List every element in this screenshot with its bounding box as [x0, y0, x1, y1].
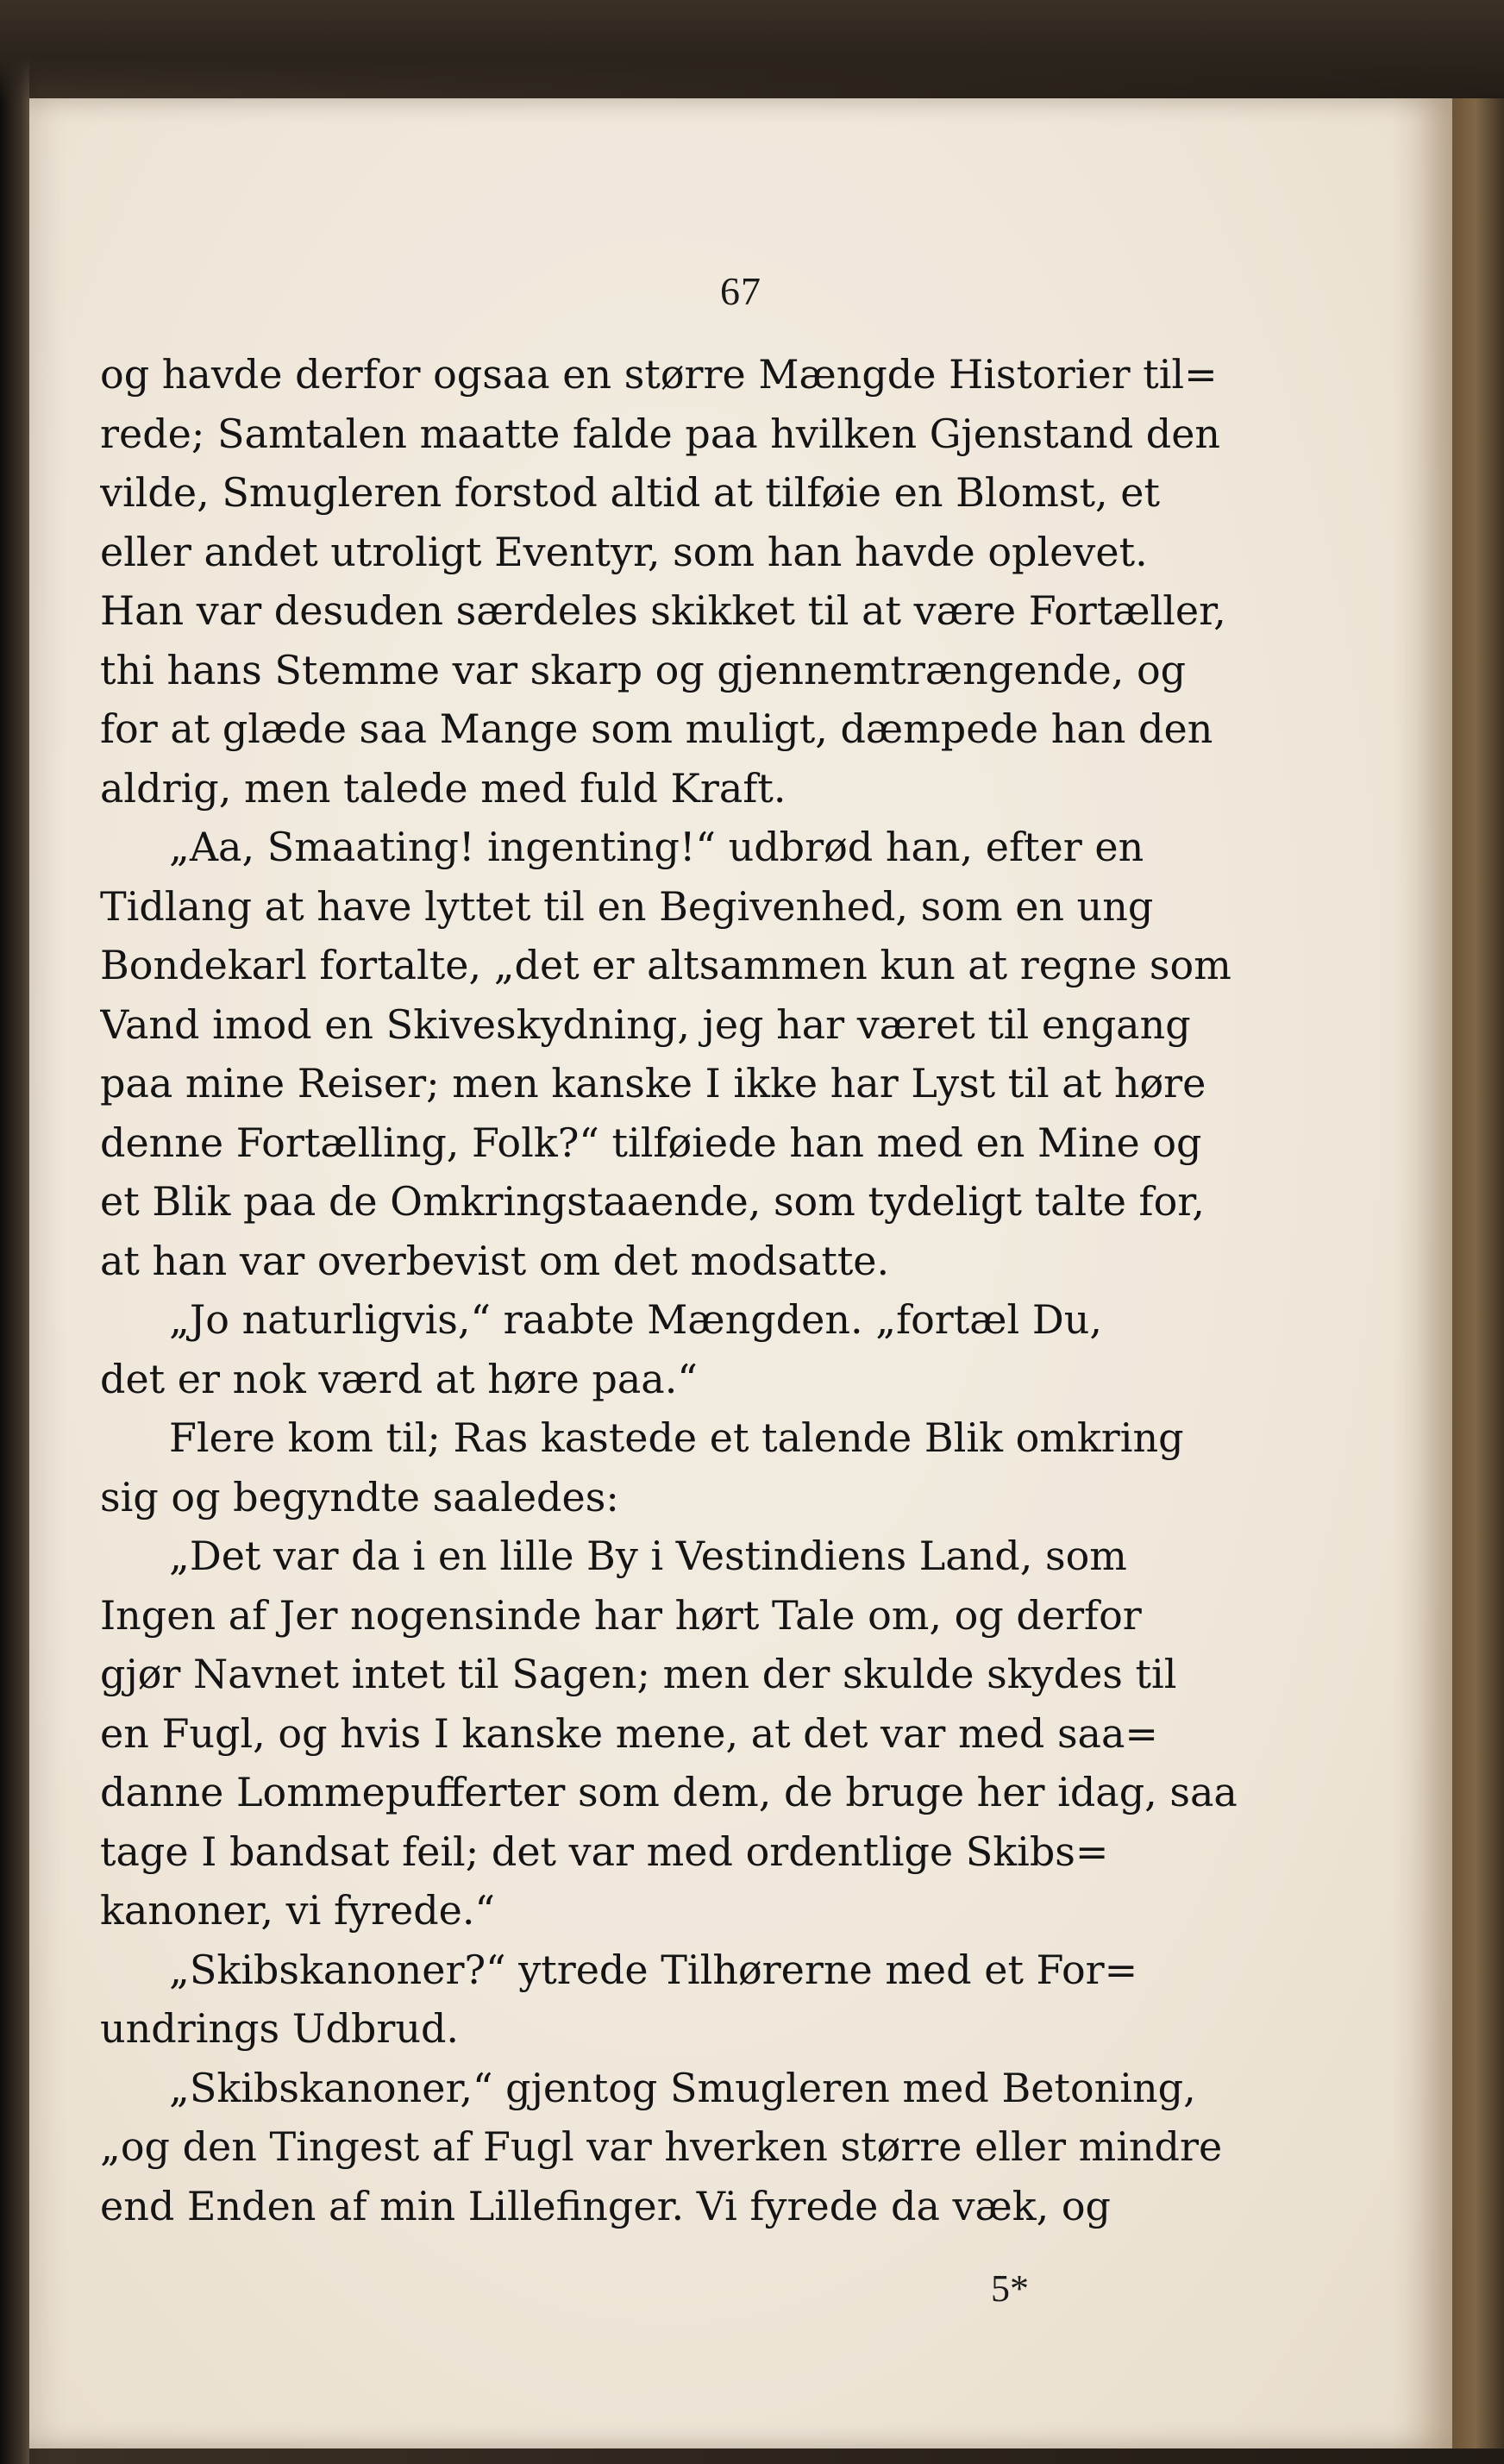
text-line: „Skibskanoner,“ gjentog Smugleren med Betoning,	[169, 2064, 1196, 2111]
text-line: Bondekarl fortalte, „det er altsammen kun at regne som	[100, 942, 1231, 988]
page-fold-shadow	[1392, 98, 1452, 2448]
text-line: en Fugl, og hvis I kanske mene, at det var med saa=	[100, 1709, 1158, 1757]
text-line: kanoner, vi fyrede.“	[100, 1887, 496, 1934]
page-number: 67	[720, 269, 761, 313]
book-top-edge	[0, 0, 1504, 103]
book-right-edge	[1452, 98, 1504, 2448]
book-left-edge	[0, 0, 29, 2464]
text-line: „Jo naturligvis,“ raabte Mængden. „fortæl Du,	[169, 1296, 1102, 1343]
text-line: for at glæde saa Mange som muligt, dæmpede han den	[100, 705, 1213, 752]
text-line: aldrig, men talede med fuld Kraft.	[100, 764, 786, 812]
text-line: vilde, Smugleren forstod altid at tilføie en Blomst, et	[100, 469, 1160, 516]
text-line: Flere kom til; Ras kastede et talende Blik omkring	[169, 1414, 1184, 1461]
text-line: thi hans Stemme var skarp og gjennemtrængende, og	[100, 646, 1187, 693]
body-text	[100, 345, 1247, 2235]
text-line: danne Lommepufferter som dem, de bruge her idag, saa	[100, 1769, 1238, 1815]
text-line: et Blik paa de Omkringstaaende, som tydeligt talte for,	[100, 1178, 1205, 1225]
text-line: Tidlang at have lyttet til en Begivenhed, som en ung	[100, 882, 1154, 930]
text-line: „Aa, Smaating! ingenting!“ udbrød han, efter en	[169, 824, 1144, 870]
text-line: „Det var da i en lille By i Vestindiens Land, som	[169, 1533, 1127, 1579]
book-page	[29, 98, 1452, 2448]
text-line: gjør Navnet intet til Sagen; men der skulde skydes til	[100, 1651, 1177, 1697]
text-line: sig og begyndte saaledes:	[100, 1473, 619, 1520]
text-line: Ingen af Jer nogensinde har hørt Tale om, og derfor	[100, 1591, 1142, 1639]
text-line: eller andet utroligt Eventyr, som han havde oplevet.	[100, 528, 1148, 575]
text-line: denne Fortælling, Folk?“ tilføiede han med en Mine og	[100, 1119, 1202, 1166]
text-line: rede; Samtalen maatte falde paa hvilken Gjenstand den	[100, 410, 1221, 457]
text-line: end Enden af min Lillefinger. Vi fyrede da væk, og	[100, 2182, 1111, 2229]
text-line: Vand imod en Skiveskydning, jeg har været til engang	[100, 1000, 1191, 1048]
text-line: undrings Udbrud.	[100, 2005, 460, 2052]
text-line: Han var desuden særdeles skikket til at være Fortæller,	[100, 587, 1226, 634]
text-line: paa mine Reiser; men kanske I ikke har Lyst til at høre	[100, 1060, 1206, 1107]
text-line: og havde derfor ogsaa en større Mængde Historier til=	[100, 351, 1218, 398]
signature-mark: 5*	[991, 2267, 1029, 2310]
text-line: tage I bandsat feil; det var med ordentlige Skibs=	[100, 1828, 1109, 1875]
text-line: det er nok værd at høre paa.“	[100, 1355, 698, 1402]
text-line: „Skibskanoner?“ ytrede Tilhørerne med et For=	[169, 1946, 1138, 1993]
text-line: at han var overbevist om det modsatte.	[100, 1237, 890, 1284]
text-line: „og den Tingest af Fugl var hverken større eller mindre	[100, 2123, 1223, 2170]
